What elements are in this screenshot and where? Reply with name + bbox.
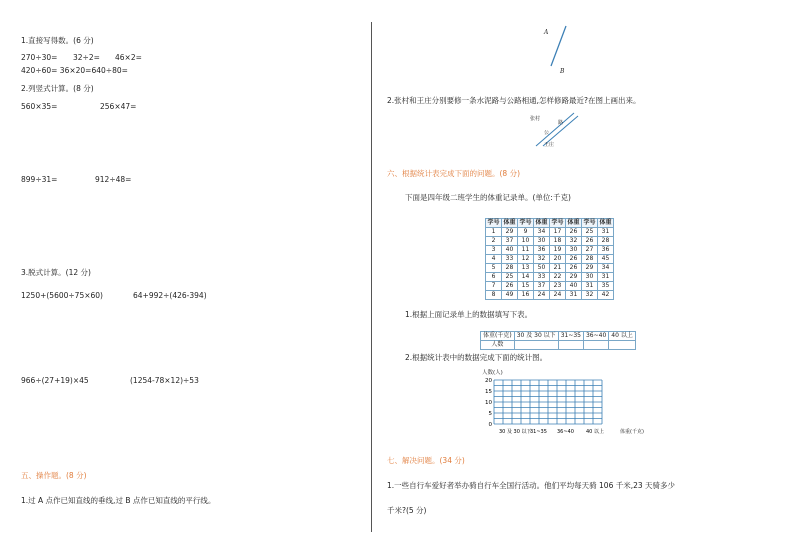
q2-title: 2.列竖式计算。(8 分) bbox=[21, 84, 94, 93]
header-cell: 体重 bbox=[567, 219, 580, 226]
table-cell: 45 bbox=[598, 255, 614, 264]
table-cell: 34 bbox=[534, 228, 550, 237]
table-cell: 10 bbox=[518, 237, 534, 246]
table-cell: 24 bbox=[534, 291, 550, 300]
town-label: 王庄 bbox=[544, 142, 555, 148]
table-cell: 34 bbox=[598, 264, 614, 273]
chart-x-axis-title: 体重(千克) bbox=[620, 429, 644, 435]
table-cell: 9 bbox=[518, 228, 534, 237]
table-cell: 15 bbox=[518, 282, 534, 291]
q2-item: 560×35= bbox=[21, 102, 58, 111]
table-cell: 18 bbox=[550, 237, 566, 246]
header-cell: 学号 bbox=[551, 219, 564, 226]
table-cell: 29 bbox=[502, 228, 518, 237]
weight-record-table bbox=[485, 218, 614, 300]
point-b-label: B bbox=[560, 68, 565, 75]
table-cell: 26 bbox=[566, 255, 582, 264]
summary-header-cell: 36~40 bbox=[583, 332, 608, 341]
table-cell: 16 bbox=[518, 291, 534, 300]
section-7-question-1: 1.一些自行车爱好者举办骑自行车全国行活动。他们平均每天骑 106 千米,23 天骑多少 bbox=[387, 481, 676, 490]
summary-header-cell: 30 及 30 以下 bbox=[514, 332, 558, 341]
table-cell: 3 bbox=[486, 246, 502, 255]
table-cell: 28 bbox=[502, 264, 518, 273]
table-cell: 33 bbox=[502, 255, 518, 264]
table-cell: 28 bbox=[582, 255, 598, 264]
q1-row-2: 420÷60= 36×20=640÷80= bbox=[21, 66, 128, 75]
y-tick-label: 10 bbox=[485, 400, 492, 406]
village-label: 张村 bbox=[530, 116, 541, 122]
table-cell: 30 bbox=[534, 237, 550, 246]
q3-item: (1254-78×12)÷53 bbox=[130, 376, 199, 385]
table-row bbox=[486, 237, 614, 246]
table-row bbox=[486, 282, 614, 291]
table-row bbox=[486, 264, 614, 273]
table-cell: 22 bbox=[550, 273, 566, 282]
q1-item: 46×2= bbox=[115, 53, 142, 62]
road-map-figure bbox=[528, 110, 580, 150]
table-cell: 40 bbox=[502, 246, 518, 255]
chart-grid bbox=[494, 380, 602, 424]
table-row bbox=[486, 228, 614, 237]
right-q2-text: 2.张村和王庄分别要修一条水泥路与公路相通,怎样修路最近?在图上画出来。 bbox=[387, 96, 641, 105]
header-cell: 学号 bbox=[519, 219, 532, 226]
table-row bbox=[486, 246, 614, 255]
table-cell: 2 bbox=[486, 237, 502, 246]
table-cell: 26 bbox=[566, 228, 582, 237]
blank-bar-chart[interactable] bbox=[478, 366, 664, 444]
table-cell: 31 bbox=[566, 291, 582, 300]
table-cell: 31 bbox=[582, 282, 598, 291]
section-6-intro: 下面是四年级二班学生的体重记录单。(单位:千克) bbox=[405, 193, 571, 202]
table-cell: 12 bbox=[518, 255, 534, 264]
table-cell: 7 bbox=[486, 282, 502, 291]
summary-header-cell: 体重(千克) bbox=[481, 332, 515, 341]
table-cell: 21 bbox=[550, 264, 566, 273]
road-label: 公 bbox=[544, 130, 550, 136]
table-cell: 11 bbox=[518, 246, 534, 255]
table-cell: 28 bbox=[598, 237, 614, 246]
summary-count-row bbox=[481, 341, 636, 350]
table-cell: 26 bbox=[502, 282, 518, 291]
table-cell: 49 bbox=[502, 291, 518, 300]
q3-item: 64+992÷(426-394) bbox=[133, 291, 207, 300]
table-cell: 13 bbox=[518, 264, 534, 273]
table-row bbox=[486, 273, 614, 282]
summary-row-label: 人数 bbox=[481, 341, 515, 350]
table-cell: 36 bbox=[534, 246, 550, 255]
table-cell: 30 bbox=[582, 273, 598, 282]
section-6-title: 六、根据统计表完成下面的问题。(8 分) bbox=[387, 169, 521, 178]
weight-summary-table bbox=[480, 331, 636, 350]
table-cell: 5 bbox=[486, 264, 502, 273]
y-tick-label: 15 bbox=[485, 389, 492, 395]
table-cell: 29 bbox=[566, 273, 582, 282]
sub-question-1: 1.根据上面记录单上的数据填写下表。 bbox=[405, 310, 533, 319]
x-tick-label: 36~40 bbox=[557, 429, 574, 435]
y-tick-label: 5 bbox=[488, 411, 492, 417]
q3-item: 966÷(27+19)×45 bbox=[21, 376, 89, 385]
summary-header-cell: 40 以上 bbox=[609, 332, 636, 341]
table-cell: 1 bbox=[486, 228, 502, 237]
table-row bbox=[486, 255, 614, 264]
table-cell: 19 bbox=[550, 246, 566, 255]
table-cell: 37 bbox=[534, 282, 550, 291]
header-cell: 学号 bbox=[487, 219, 500, 226]
table-cell: 29 bbox=[582, 264, 598, 273]
column-divider bbox=[371, 22, 372, 532]
summary-answer-cell[interactable] bbox=[558, 341, 583, 350]
x-tick-label: 30 及 30 以下 bbox=[499, 429, 532, 435]
section-7-question-1-cont: 千米?(5 分) bbox=[387, 506, 427, 515]
table-cell: 36 bbox=[598, 246, 614, 255]
table-cell: 31 bbox=[598, 273, 614, 282]
given-line bbox=[551, 26, 566, 66]
q2-item: 912÷48= bbox=[95, 175, 132, 184]
q3-title: 3.脱式计算。(12 分) bbox=[21, 268, 91, 277]
q1-title: 1.直接写得数。(6 分) bbox=[21, 36, 94, 45]
chart-y-ticks bbox=[485, 378, 493, 428]
header-cell: 学号 bbox=[583, 219, 596, 226]
table-cell: 50 bbox=[534, 264, 550, 273]
summary-header-row bbox=[481, 332, 636, 341]
table-cell: 23 bbox=[550, 282, 566, 291]
section-5-title: 五、操作题。(8 分) bbox=[21, 471, 87, 480]
table-cell: 14 bbox=[518, 273, 534, 282]
table-cell: 32 bbox=[566, 237, 582, 246]
road-label: 路 bbox=[558, 120, 564, 126]
q2-item: 256×47= bbox=[100, 102, 137, 111]
table-cell: 32 bbox=[534, 255, 550, 264]
table-cell: 6 bbox=[486, 273, 502, 282]
header-cell: 体重 bbox=[535, 219, 548, 226]
table-cell: 42 bbox=[598, 291, 614, 300]
table-cell: 32 bbox=[582, 291, 598, 300]
chart-y-axis-title: 人数(人) bbox=[482, 370, 503, 376]
table-cell: 17 bbox=[550, 228, 566, 237]
summary-answer-cell[interactable] bbox=[583, 341, 608, 350]
table-cell: 40 bbox=[566, 282, 582, 291]
q1-item: 32÷2= bbox=[73, 53, 100, 62]
table-cell: 25 bbox=[502, 273, 518, 282]
y-tick-label: 20 bbox=[485, 378, 492, 384]
table-cell: 37 bbox=[502, 237, 518, 246]
table-cell: 24 bbox=[550, 291, 566, 300]
table-cell: 8 bbox=[486, 291, 502, 300]
table-cell: 26 bbox=[566, 264, 582, 273]
table-cell: 20 bbox=[550, 255, 566, 264]
point-a-label: A bbox=[544, 29, 549, 36]
table-cell: 26 bbox=[582, 237, 598, 246]
header-cell: 体重 bbox=[599, 219, 612, 226]
table-cell: 31 bbox=[598, 228, 614, 237]
sub-question-2: 2.根据统计表中的数据完成下面的统计图。 bbox=[405, 353, 548, 362]
summary-answer-cell[interactable] bbox=[514, 341, 558, 350]
q2-item: 899÷31= bbox=[21, 175, 58, 184]
table-row bbox=[486, 291, 614, 300]
table-cell: 27 bbox=[582, 246, 598, 255]
x-tick-label: 31~35 bbox=[530, 429, 547, 435]
table-cell: 4 bbox=[486, 255, 502, 264]
section-5-question-1: 1.过 A 点作已知直线的垂线,过 B 点作已知直线的平行线。 bbox=[21, 496, 216, 505]
table-header-row bbox=[486, 219, 614, 228]
section-7-title: 七、解决问题。(34 分) bbox=[387, 456, 465, 465]
y-tick-label: 0 bbox=[488, 422, 492, 428]
q1-item: 270÷30= bbox=[21, 53, 58, 62]
summary-answer-cell[interactable] bbox=[609, 341, 636, 350]
table-cell: 35 bbox=[598, 282, 614, 291]
table-cell: 33 bbox=[534, 273, 550, 282]
table-cell: 25 bbox=[582, 228, 598, 237]
header-cell: 体重 bbox=[503, 219, 516, 226]
chart-x-ticks bbox=[499, 428, 604, 435]
table-cell: 30 bbox=[566, 246, 582, 255]
x-tick-label: 40 以上 bbox=[586, 429, 604, 435]
summary-header-cell: 31~35 bbox=[558, 332, 583, 341]
road-line bbox=[536, 113, 574, 146]
q3-item: 1250+(5600÷75×60) bbox=[21, 291, 103, 300]
line-ab-figure bbox=[538, 22, 578, 77]
